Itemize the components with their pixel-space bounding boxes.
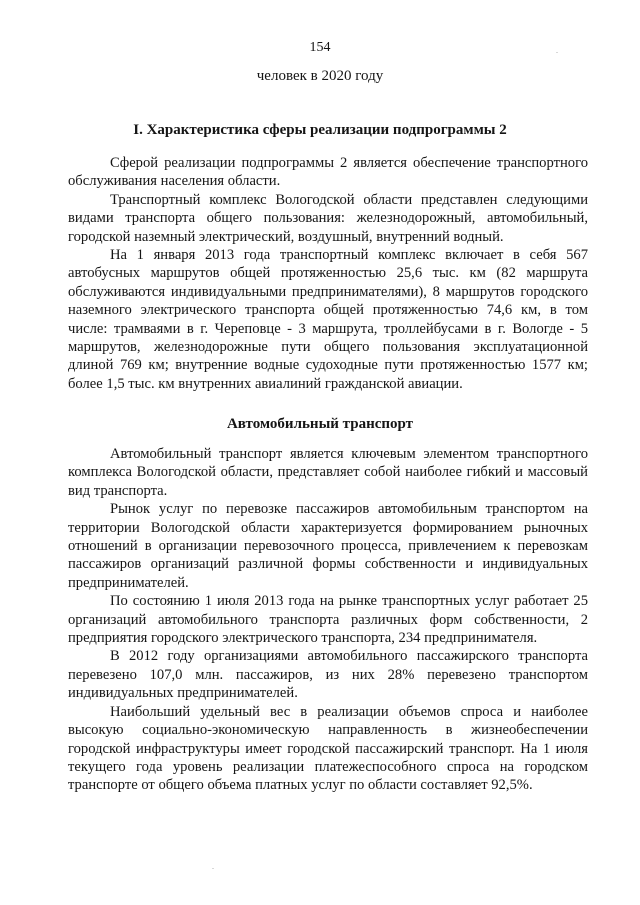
paragraph-scope: Сферой реализации подпрограммы 2 является обеспечение транспортного обслуживания населения области. bbox=[68, 155, 588, 190]
section-body bbox=[68, 154, 588, 393]
paragraph-transport-types: Транспортный комплекс Вологодской области представлен следующими видами транспорта общего пользования: железнодорожный, автомобильный, городской наземный электрический, воздушный, внутренний водный. bbox=[68, 191, 588, 245]
subheading-auto-transport: Автомобильный транспорт bbox=[226, 416, 414, 432]
auto-transport-body bbox=[68, 445, 588, 795]
paragraph-passengers-2012: В 2012 году организациями автомобильного пассажирского транспорта перевезено 107,0 млн. пассажиров, из них 28% перевезено транспортом индивидуальных предпринимателей. bbox=[68, 648, 588, 702]
paragraph-auto-key-element: Автомобильный транспорт является ключевым элементом транспортного комплекса Вологодской области, представляет собой наиболее гибкий и массовый вид транспорта. bbox=[68, 446, 588, 499]
scan-speck: . bbox=[556, 46, 558, 55]
paragraph-transport-complex: На 1 января 2013 года транспортный комплекс включает в себя 567 автобусных маршрутов общей протяженностью 25,6 тыс. км (82 маршрута обслуживаются индивидуальными предпринимателями), 8 маршрутов городского наземного электрического транспорта общей протяженностью 74,6 км, в том числе: трамваями в г. Череповце - 3 маршрута, троллейбусами в г. Вологде - 5 маршрутов, железнодорожные пути общего пользования эксплуатационной длиной 769 км; внутренние водные судоходные пути протяженностью 1577 км; более 1,5 тыс. км внутренних авиалиний гражданской авиации. bbox=[68, 247, 588, 392]
scan-speck: . bbox=[212, 862, 214, 871]
continuation-line: человек в 2020 году bbox=[256, 68, 384, 84]
section-heading: I. Характеристика сферы реализации подпрограммы 2 bbox=[133, 122, 507, 138]
page-number: 154 bbox=[309, 40, 331, 55]
paragraph-passenger-market: Рынок услуг по перевозке пассажиров автомобильным транспортом на территории Вологодской области характеризуется формированием рыночных отношений в организации перевозочного процесса, привлечением к перевозкам пассажиров организаций различной формы собственности и индивидуальных предпринимателей. bbox=[68, 501, 588, 591]
paragraph-organizations-count: По состоянию 1 июля 2013 года на рынке транспортных услуг работает 25 организаций автомобильного транспорта различных форм собственности, 2 предприятия городского электрического транспорта, 234 предпринимателя. bbox=[68, 593, 588, 647]
paragraph-city-transport-share: Наибольший удельный вес в реализации объемов спроса и наиболее высокую социально-экономическую направленность в жизнеобеспечении городской инфраструктуры имеет городской пассажирский транспорт. На 1 июля текущего года уровень реализации платежеспособного спроса на городском транспорте от общего объема платных услуг по области составляет 92,5%. bbox=[68, 703, 588, 794]
